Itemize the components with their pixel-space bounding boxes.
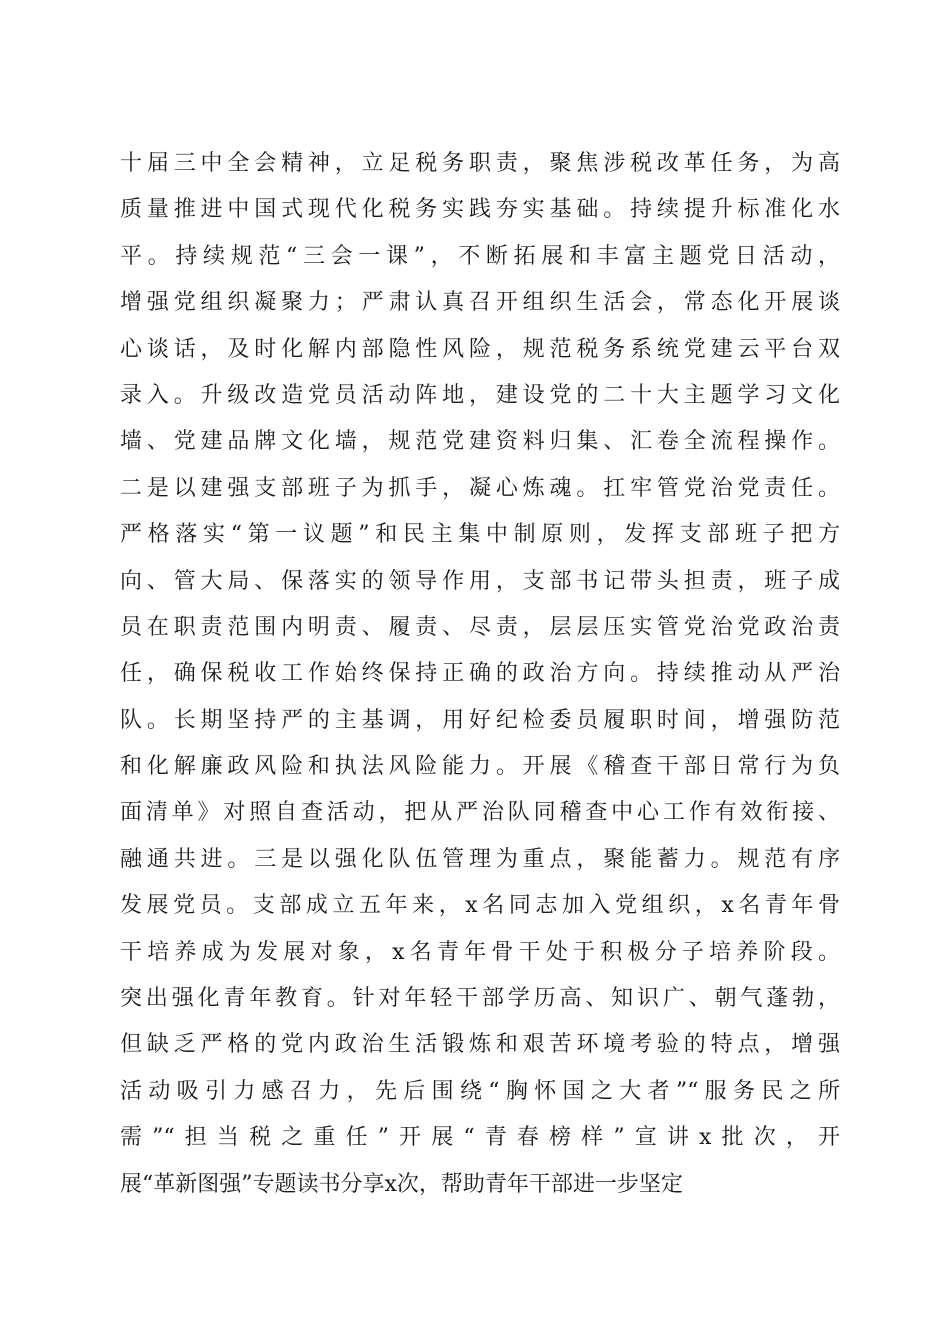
text-line: 平。持续规范“三会一课”，不断拓展和丰富主题党日活动，: [120, 243, 840, 269]
text-line: 增强党组织凝聚力；严肃认真召开组织生活会，常态化开展谈: [120, 290, 840, 316]
text-line: 但缺乏严格的党内政治生活锻炼和艰苦环境考验的特点，增强: [120, 1032, 840, 1058]
text-line: 十届三中全会精神，立足税务职责，聚焦涉税改革任务，为高: [120, 151, 840, 176]
text-line: 严格落实“第一议题”和民主集中制原则，发挥支部班子把方: [120, 522, 840, 548]
text-line: 干培养成为发展对象，x名青年骨干处于积极分子培养阶段。: [120, 939, 840, 965]
text-line: 任，确保税收工作始终保持正确的政治方向。持续推动从严治: [120, 661, 840, 687]
text-line: 和化解廉政风险和执法风险能力。开展《稽查干部日常行为负: [120, 754, 840, 780]
text-line: 墙、党建品牌文化墙，规范党建资料归集、汇卷全流程操作。: [120, 429, 840, 455]
text-line: 队。长期坚持严的主基调，用好纪检委员履职时间，增强防范: [120, 707, 840, 733]
text-line: 向、管大局、保落实的领导作用，支部书记带头担责，班子成: [120, 568, 840, 594]
text-line: 面清单》对照自查活动，把从严治队同稽查中心工作有效衔接、: [120, 800, 840, 826]
text-line: 需”“担当税之重任”开展“青春榜样”宣讲x批次，开: [120, 1125, 840, 1151]
text-line: 心谈话，及时化解内部隐性风险，规范税务系统党建云平台双: [120, 336, 840, 362]
text-line: 员在职责范围内明责、履责、尽责，层层压实管党治党政治责: [120, 614, 840, 640]
text-line: 发展党员。支部成立五年来，x名同志加入党组织，x名青年骨: [120, 893, 840, 919]
text-line: 突出强化青年教育。针对年轻干部学历高、知识广、朝气蓬勃，: [120, 986, 840, 1012]
text-line: 融通共进。三是以强化队伍管理为重点，聚能蓄力。规范有序: [120, 846, 840, 872]
text-line: 录入。升级改造党员活动阵地，建设党的二十大主题学习文化: [120, 382, 840, 408]
text-line: 活动吸引力感召力，先后围绕“胸怀国之大者”“服务民之所: [120, 1078, 840, 1104]
body-text: [120, 141, 840, 1208]
text-line: 展“革新图强”专题读书分享x次，帮助青年干部进一步坚定: [120, 1171, 683, 1197]
text-line: 质量推进中国式现代化税务实践夯实基础。持续提升标准化水: [120, 197, 840, 223]
text-line: 二是以建强支部班子为抓手，凝心炼魂。扛牢管党治党责任。: [120, 475, 840, 501]
